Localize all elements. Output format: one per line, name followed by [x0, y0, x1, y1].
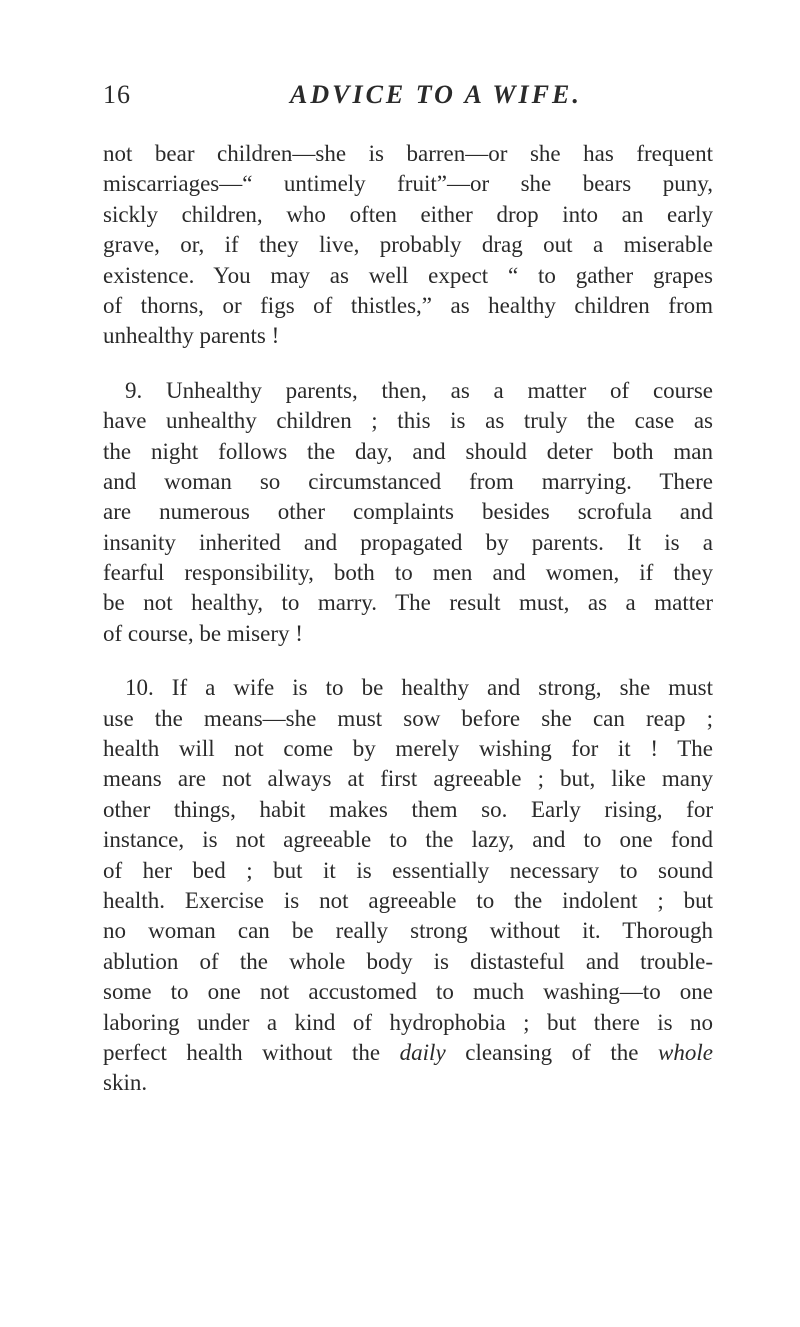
text-line: unhealthy parents !	[103, 323, 280, 349]
text-line: other things, habit makes them so. Early rising, for	[103, 796, 713, 822]
text-line: are numerous other complaints besides scrofula and	[103, 499, 713, 525]
text-line: sickly children, who often either drop into an early	[103, 201, 713, 227]
text-line: miscarriages—“ untimely fruit”—or she bears puny,	[103, 171, 713, 197]
text-line: ablution of the whole body is distasteful and trouble-	[103, 948, 713, 974]
text-line: means are not always at first agreeable ; but, like many	[103, 766, 713, 792]
paragraph-10	[103, 673, 713, 1098]
text-line: have unhealthy children ; this is as truly the case as	[103, 408, 713, 434]
text-line: 10. If a wife is to be healthy and strong, she must	[125, 675, 713, 701]
italic-word-whole: whole	[658, 1039, 713, 1065]
text-line: instance, is not agreeable to the lazy, and to one fond	[103, 827, 713, 853]
text-run: cleansing of the	[445, 1039, 659, 1065]
paragraph-9	[103, 376, 713, 650]
text-line: of her bed ; but it is essentially necessary to sound	[103, 857, 713, 883]
text-line: health. Exercise is not agreeable to the indolent ; but	[103, 887, 713, 913]
text-line: laboring under a kind of hydrophobia ; but there is no	[103, 1009, 713, 1035]
text-run: perfect health without the	[103, 1039, 400, 1065]
text-line-with-italics	[103, 1038, 713, 1068]
text-line: be not healthy, to marry. The result must, as a matter	[103, 590, 713, 616]
paragraph-gap	[103, 649, 713, 673]
text-line: fearful responsibility, both to men and women, if they	[103, 560, 713, 586]
text-line: of course, be misery !	[103, 620, 303, 646]
text-line: no woman can be really strong without it. Thorough	[103, 918, 713, 944]
page-number: 16	[103, 80, 131, 109]
page-title: ADVICE TO A WIFE.	[290, 80, 582, 109]
text-line: existence. You may as well expect “ to gather grapes	[103, 262, 713, 288]
text-line: of thorns, or figs of thistles,” as healthy children from	[103, 292, 713, 318]
italic-word-daily: daily	[399, 1039, 446, 1065]
text-line: and woman so circumstanced from marrying. There	[103, 468, 713, 494]
text-line: not bear children—she is barren—or she has frequent	[103, 141, 713, 166]
text-line: use the means—she must sow before she can reap ;	[103, 705, 713, 731]
text-line: some to one not accustomed to much washing—to one	[103, 979, 713, 1005]
text-line: grave, or, if they live, probably drag out a miserable	[103, 232, 713, 258]
text-line: skin.	[103, 1070, 148, 1096]
body-text	[103, 139, 713, 1099]
paragraph-gap	[103, 352, 713, 376]
text-line: insanity inherited and propagated by parents. It is a	[103, 529, 713, 555]
text-line: the night follows the day, and should deter both man	[103, 438, 713, 464]
text-line: health will not come by merely wishing for it ! The	[103, 736, 713, 762]
running-head	[103, 80, 713, 120]
paragraph-continued	[103, 139, 713, 352]
text-line: 9. Unhealthy parents, then, as a matter of course	[125, 377, 713, 403]
